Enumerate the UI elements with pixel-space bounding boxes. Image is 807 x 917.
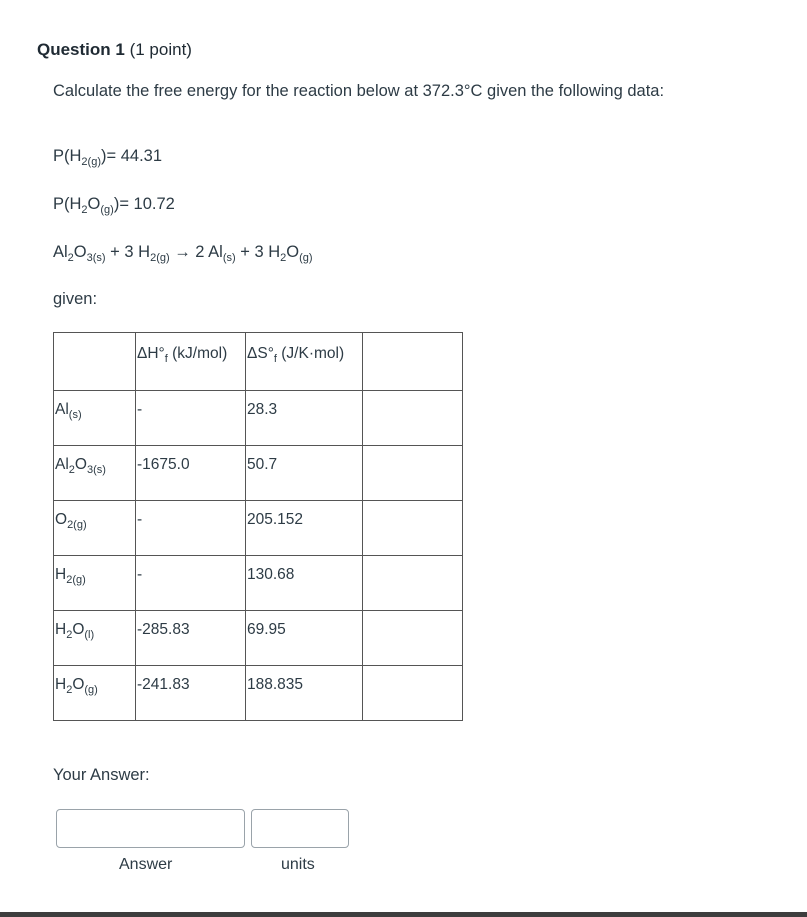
table-row — [54, 556, 463, 611]
ds-cell: 130.68 — [246, 556, 363, 611]
bottom-divider — [0, 912, 807, 917]
header-cell-species — [54, 333, 136, 391]
question-title — [37, 40, 192, 60]
dh-cell: -1675.0 — [136, 446, 246, 501]
answer-field-label: Answer — [119, 856, 173, 873]
extra-cell — [363, 611, 463, 666]
answer-input[interactable] — [56, 809, 245, 848]
table-row — [54, 391, 463, 446]
extra-cell — [363, 391, 463, 446]
header-cell-ds: $\Delta S^\circ_f$ (J/K·mol) — [246, 333, 363, 391]
table-row — [54, 666, 463, 721]
dh-cell: -241.83 — [136, 666, 246, 721]
species-cell: $H_2O_{(l)}$ — [54, 611, 136, 666]
dh-cell: - — [136, 501, 246, 556]
extra-cell — [363, 666, 463, 721]
pressure-h2: $P(H_{2(g)})= 44.31$ — [53, 147, 163, 168]
question-prompt: Calculate the free energy for the reaction below at 372.3°C given the following data: — [53, 82, 665, 100]
ds-cell: 188.835 — [246, 666, 363, 721]
given-label: given: — [53, 290, 98, 308]
units-field-label: units — [281, 856, 315, 873]
species-cell: $Al_{(s)}$ — [54, 391, 136, 446]
table-row — [54, 446, 463, 501]
question-points: (1 point) — [129, 40, 192, 59]
extra-cell — [363, 446, 463, 501]
table-header-row — [54, 333, 463, 391]
header-cell-dh: $\Delta H^\circ_f$ (kJ/mol) — [136, 333, 246, 391]
units-input[interactable] — [251, 809, 349, 848]
reaction-equation: $Al_2O_{3(s)} + 3$ $H_{2(g)} \to 2$ $Al_{(s)} + 3$ $H_2O_{(g)}$ — [53, 243, 313, 264]
table-row — [54, 501, 463, 556]
thermo-data-table — [53, 332, 463, 721]
dh-cell: -285.83 — [136, 611, 246, 666]
species-cell: $O_{2(g)}$ — [54, 501, 136, 556]
species-cell: $Al_2O_{3(s)}$ — [54, 446, 136, 501]
extra-cell — [363, 556, 463, 611]
ds-cell: 50.7 — [246, 446, 363, 501]
ds-cell: 28.3 — [246, 391, 363, 446]
dh-cell: - — [136, 391, 246, 446]
header-cell-extra — [363, 333, 463, 391]
ds-cell: 205.152 — [246, 501, 363, 556]
your-answer-label: Your Answer: — [53, 766, 150, 784]
ds-cell: 69.95 — [246, 611, 363, 666]
species-cell: $H_{2(g)}$ — [54, 556, 136, 611]
pressure-h2o: $P(H_2O_{(g)})= 10.72$ — [53, 195, 175, 216]
table-row — [54, 611, 463, 666]
question-number: Question 1 — [37, 40, 125, 59]
extra-cell — [363, 501, 463, 556]
dh-cell: - — [136, 556, 246, 611]
species-cell: $H_2O_{(g)}$ — [54, 666, 136, 721]
